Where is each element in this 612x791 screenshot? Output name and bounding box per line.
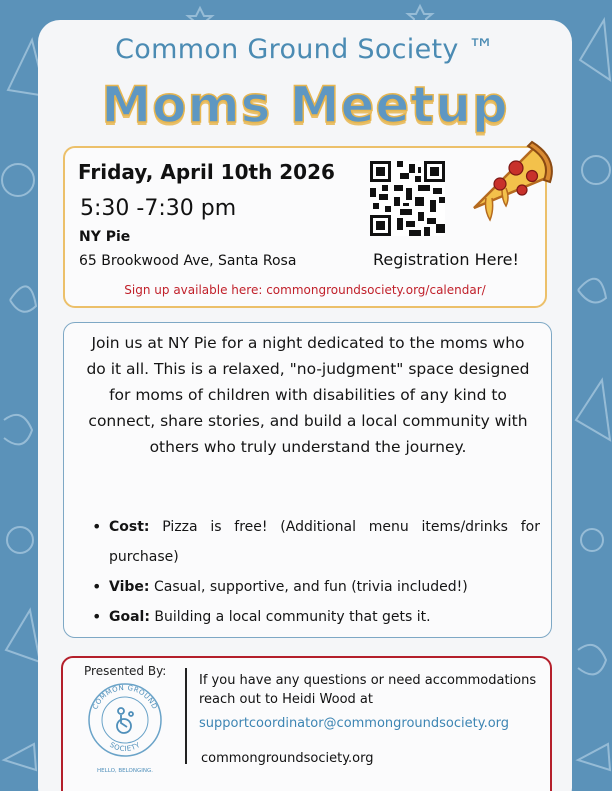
registration-label: Registration Here!	[373, 250, 519, 269]
leaf-doodle-icon	[578, 279, 606, 303]
plate-doodle-icon	[582, 156, 610, 184]
registration-qr-code[interactable]	[370, 161, 445, 236]
common-ground-society-logo	[86, 680, 164, 776]
details-list	[90, 512, 540, 632]
pepper-doodle-icon	[578, 645, 606, 675]
cheese-doodle-icon	[578, 744, 610, 770]
pepper-doodle-icon	[4, 415, 32, 445]
tomato-doodle-icon	[7, 527, 33, 553]
cheese-doodle-icon	[4, 744, 36, 770]
event-date: Friday, April 10th 2026	[78, 160, 335, 184]
event-time: 5:30 -7:30 pm	[80, 196, 237, 221]
event-venue: NY Pie	[79, 229, 131, 245]
website-link[interactable]: commongroundsociety.org	[201, 751, 374, 766]
pizza-slice-icon	[466, 138, 558, 224]
footer-divider	[185, 668, 187, 764]
plate-doodle-icon	[2, 164, 34, 196]
leaf-doodle-icon	[10, 286, 36, 311]
contact-email-link[interactable]: supportcoordinator@commongroundsociety.org	[199, 716, 510, 731]
pizza-doodle-icon	[580, 20, 610, 80]
pizza-doodle-icon	[576, 380, 610, 440]
event-address: 65 Brookwood Ave, Santa Rosa	[79, 253, 297, 269]
svg-text:SOCIETY: SOCIETY	[108, 740, 142, 754]
svg-text:HELLO, BELONGING.: HELLO, BELONGING.	[97, 768, 153, 774]
list-item: • Vibe: Casual, supportive, and fun (trivia included!)	[90, 572, 540, 602]
event-description: Join us at NY Pie for a night dedicated to the moms who do it all. This is a relaxed, "no-judgment" space designed for moms of children with disabilities of any kind to connect, share stories, and build a local community with others who truly understand the journey.	[86, 334, 530, 456]
pizza-doodle-icon	[6, 610, 40, 662]
list-item: • Goal: Building a local community that gets it.	[90, 602, 540, 632]
presented-by-label: Presented By:	[84, 664, 167, 678]
svg-text:COMMON GROUND: COMMON GROUND	[91, 683, 159, 711]
brand-heading: Common Ground Society ™	[115, 34, 495, 65]
signup-link[interactable]: Sign up available here: commongroundsociety.org/calendar/	[124, 283, 486, 297]
olive-doodle-icon	[581, 529, 603, 551]
page-title: Moms Meetup	[101, 76, 509, 134]
family-icon	[117, 708, 133, 733]
list-item: • Cost: Pizza is free! (Additional menu items/drinks for purchase)	[90, 512, 540, 572]
contact-text: If you have any questions or need accommodations reach out to Heidi Wood at	[199, 673, 537, 707]
